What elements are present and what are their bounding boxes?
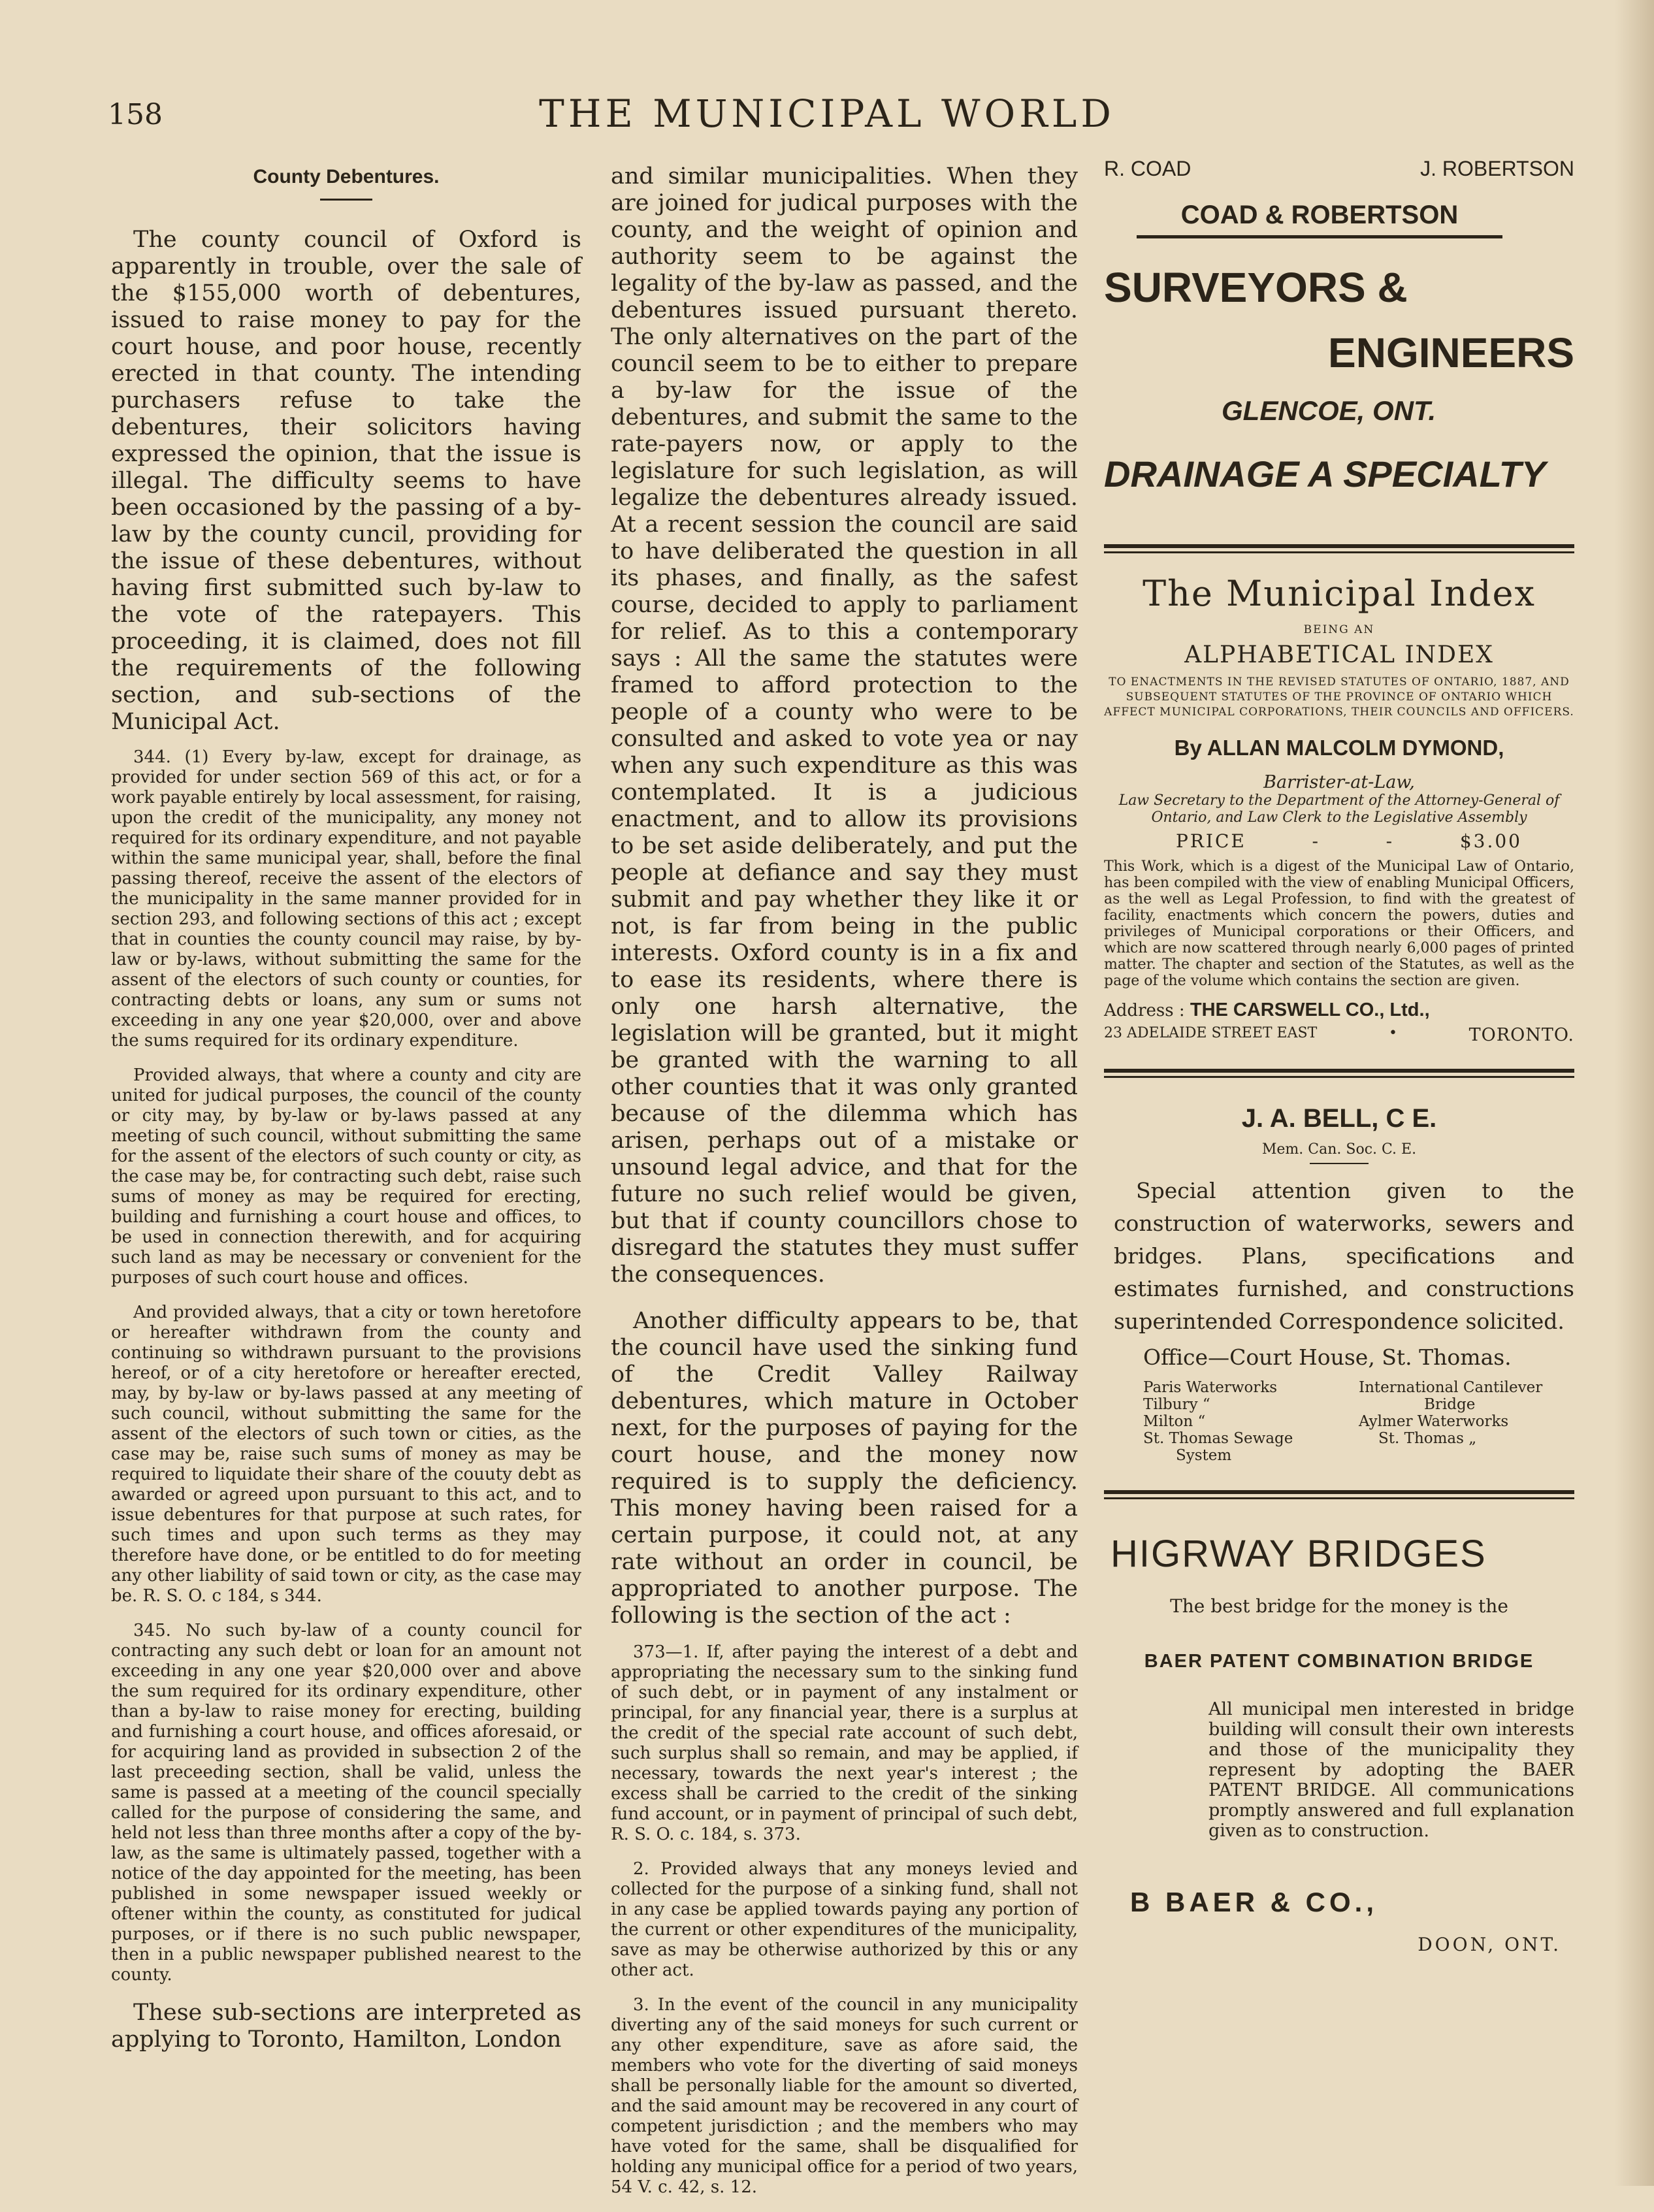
right-column [1104, 157, 1574, 1955]
firm-name: COAD & ROBERTSON [1137, 201, 1502, 238]
project-item: St. Thomas Sewage [1143, 1430, 1293, 1447]
project-item: St. Thomas „ [1378, 1430, 1477, 1447]
price-dash: - [1386, 830, 1395, 852]
project-item: Aylmer Waterworks [1359, 1413, 1509, 1430]
book-author: By ALLAN MALCOLM DYMOND, [1174, 736, 1504, 760]
ad-headline: HIGRWAY BRIDGES [1111, 1533, 1487, 1575]
engineer-office: Office—Court House, St. Thomas. [1143, 1344, 1512, 1370]
bullet: • [1388, 1025, 1397, 1041]
statute-subsection: 2. Provided always that any moneys levied and collected for the purpose of a sinking fund, shall not in any case be applied towards paying any portion of the current or other expenditures of the municipality, save as may be otherwise authorized by this or any other act. [611, 1859, 1078, 1980]
ad-specialty: DRAINAGE A SPECIALTY [1104, 453, 1546, 495]
ad-headline: SURVEYORS & [1104, 264, 1408, 311]
advertisement-coad-robertson [1104, 157, 1574, 495]
project-list-right [1359, 1379, 1574, 1464]
divider [1104, 544, 1574, 553]
article-paragraph: These sub-sections are interpreted as applying to Toronto, Hamilton, London [111, 2000, 581, 2053]
engineer-name: J. A. BELL, C E. [1241, 1104, 1437, 1133]
advertisement-baer [1104, 1532, 1574, 1955]
project-item: Milton “ [1143, 1413, 1206, 1430]
book-description: This Work, which is a digest of the Municipal Law of Ontario, has been compiled with the view of enabling Municipal Officers, as the well as Legal Profession, to find with the greatest of facility, enactments which concern the powers, duties and privileges of Municipal corporations or their Officers, and which are now scattered through nearly 6,000 pages of printed matter. The chapter and section of the Statutes, as well as the page of the volume which contains the section are given. [1104, 858, 1574, 989]
advertisement-bell [1104, 1104, 1574, 1464]
project-item: International Cantilever [1359, 1379, 1543, 1396]
statute-proviso: And provided always, that a city or town heretofore or hereafter withdrawn from the county and continuing so withdrawn pursuant to the provisions hereof, or of a city heretofore or hereafter erected, may, by by-law or by-laws passed at any meeting of such council, without submitting the same for the assent of the electors of such town or cities, as the case may be, raise such sums of money as may be required to liquidate their share of the couuty debt as awarded or agreed upon pursuant to this act, and to issue debentures for that purpose at such rates, for such times and upon such terms as they may therefore have done, or be entitled to do for meeting any other liability of said town or city, as the case may be. R. S. O. c 184, s 344. [111, 1303, 581, 1606]
divider [1104, 1490, 1574, 1499]
book-subtitle: ALPHABETICAL INDEX [1184, 642, 1494, 668]
ad-location: GLENCOE, ONT. [1222, 395, 1436, 426]
project-list [1143, 1379, 1574, 1464]
left-column [111, 163, 581, 2065]
company-location: DOON, ONT. [1418, 1934, 1561, 1955]
ad-headline: ENGINEERS [1328, 329, 1574, 376]
project-item: Bridge [1424, 1396, 1476, 1413]
address-label: Address : [1104, 1001, 1185, 1020]
book-title: The Municipal Index [1143, 573, 1536, 614]
publisher-city: TORONTO. [1468, 1025, 1574, 1045]
article-paragraph: and similar municipalities. When they are joined for judical purposes with the county, and the weight of opinion and authority seem to be against the legality of the by-law as passed, and the debentures issued pursuant thereto. The only alternatives on the part of the council seem to be to either to prepare a by-law for the issue of the debentures, and submit the same to the rate-payers now, or apply to the legislature for such legislation, as will legalize the debentures already issued. At a recent session the council are said to have deliberated the question in all its phases, and finally, as the safest course, decided to apply to parliament for relief. As to this a contemporary says : All the same the statutes were framed to afford protection to the people of a county who were to be consulted and asked to vote yea or nay when any such expenditure as this was contemplated. It is a judicious enactment, and to allow its provisions to be set aside deliberately, and put the people at defiance and say they must submit and pay whether they like it or not, is far from being in the public interests. Oxford county is in a fix and to ease its residents, where there is only one harsh alternative, the legislation will be granted, but it might be granted with the warning to all other counties that it was only granted because of the dilemma which has arisen, perhaps out of a mistake or unsound legal advice, and that for the future no such relief would be given, but that if county councillors chose to disregard the statutes they must suffer the consequences. [611, 163, 1078, 1288]
divider [1104, 1069, 1574, 1078]
author-position: Law Secretary to the Department of the Attorney-General of Ontario, and Law Clerk to the Legislative Assembly [1118, 792, 1560, 826]
article-paragraph: The county council of Oxford is apparently in trouble, over the sale of the $155,000 worth of debentures, issued to raise money to pay for the court house, and poor house, recently erected in that county. The intending purchasers refuse to take the debentures, their solicitors having expressed the opinion, that the issue is illegal. The difficulty seems to have been occasioned by the passing of a by-law by the county cuncil, providing for the issue of these debentures, without having first submitted such by-law to the vote of the ratepayers. This proceeding, it is claimed, does not fill the requirements of the following section, and sub-sections of the Municipal Act. [111, 227, 581, 735]
advertisement-municipal-index [1104, 573, 1574, 1045]
publisher-name: THE CARSWELL CO., Ltd., [1190, 1000, 1430, 1020]
statute-proviso: Provided always, that where a county and city are united for judical purposes, the council of the county or city may, by by-law or by-laws passed at any meeting of such council, without submitting the same for the assent of the electors of such county or city, as the case may be, for contracting such debt, raise such sums of money as may be required for erecting, building and furnishing a court house and offices, to be used in connection therewith, and for acquiring such land as may be necessary or convenient for the purposes of such court house and offices. [111, 1065, 581, 1288]
product-description: All municipal men interested in bridge building will consult their own interests and those of the municipality they represent by adopting the BAER PATENT BRIDGE. All communications promptly answered and full explanation given as to construction. [1208, 1699, 1574, 1841]
page-number: 158 [108, 98, 163, 131]
page-edge-shading [1615, 0, 1654, 2186]
book-scope: TO ENACTMENTS IN THE REVISED STATUTES OF ONTARIO, 1887, AND SUBSEQUENT STATUTES OF THE PROVINCE OF ONTARIO WHICH AFFECT MUNICIPAL CORPORATIONS, THEIR COUNCILS AND OFFICERS. [1104, 675, 1574, 719]
price-row [1104, 830, 1574, 852]
price-dash: - [1312, 830, 1320, 852]
price-label: PRICE [1176, 830, 1246, 852]
project-item: Paris Waterworks [1143, 1379, 1278, 1396]
project-item: Tilbury “ [1143, 1396, 1210, 1413]
partner-names [1104, 157, 1574, 181]
engineer-society: Mem. Can. Soc. C. E. [1261, 1141, 1417, 1158]
project-item: System [1176, 1447, 1232, 1464]
article-paragraph: Another difficulty appears to be, that the council have used the sinking fund of the Credit Valley Railway debentures, which mature in October next, for the purposes of paying for the court house, and the money now required is to supply the deficiency. This money having been raised for a certain purpose, it could not, at any rate without an order in council, be appropriated to another purpose. The following is the section of the act : [611, 1308, 1078, 1629]
statute-subsection: 3. In the event of the council in any municipality diverting any of the said moneys for such current or any other expenditure, save as afore said, the members who vote for the diverting of said moneys shall be personally liable for the amount so diverted, and the said amount may be recovered in any court of competent jurisdiction ; and the members who may have voted for the same, shall be disqualified for holding any municipal office for a period of two years, 54 V. c. 42, s. 12. [611, 1995, 1078, 2197]
engineer-services: Special attention given to the construction of waterworks, sewers and bridges. Plans, specifications and estimates furnished, and constructions superintended Correspondence solicited. [1114, 1178, 1574, 1334]
publisher-street-row [1104, 1025, 1574, 1045]
book-subtitle-lead: BEING AN [1303, 623, 1375, 636]
short-rule [1310, 1163, 1369, 1164]
running-title: THE MUNICIPAL WORLD [539, 91, 1115, 136]
article-heading: County Debentures. [253, 166, 440, 187]
project-list-left [1143, 1379, 1333, 1464]
middle-column [611, 163, 1078, 2212]
partner-name: R. COAD [1104, 157, 1192, 180]
price-value: $3.00 [1459, 830, 1522, 852]
statute-section-373: 373—1. If, after paying the interest of a debt and appropriating the necessary sum to the sinking fund of such debt, or in payment of any instalment or principal, for any financial year, there is a surplus at the credit of the special rate account of such debt, such surplus shall so remain, and may be applied, if necessary, towards the next year's interest ; the excess shall be carried to the credit of the sinking fund account, or in payment of principal of such debt, R. S. O. c. 184, s. 373. [611, 1642, 1078, 1844]
statute-section-344: 344. (1) Every by-law, except for drainage, as provided for under section 569 of this act, or for a work payable entirely by local assessment, for raising, upon the credit of the municipality, any money not required for its ordinary expenditure, and not payable within the same municipal year, shall, before the final passing thereof, receive the assent of the electors of the municipality in the same manner provided for in section 293, and following sections of this act ; except that in counties the county council may raise, by by-law or by-laws, without submitting the same for the assent of the electors of such county or counties, for contracting debts or loans, any sum or sums not exceeding in any one year $20,000, over and above the sums required for its ordinary expenditure. [111, 747, 581, 1050]
publisher-street: 23 ADELAIDE STREET EAST [1104, 1025, 1318, 1041]
ad-tagline: The best bridge for the money is the [1170, 1595, 1508, 1617]
statute-section-345: 345. No such by-law of a county council for contracting any such debt or loan for an amount not exceeding in any one year $20,000 over and above the sum required for its ordinary expenditure, other than a by-law to raise money for erecting, building and furnishing a court house, and offices aforesaid, or for acquiring land as provided in subsection 2 of the last preceeding section, shall be valid, unless the same is passed at a meeting of the council specially called for the purpose of considering the same, and held not less than three months after a copy of the by-law, as the same is ultimately passed, together with a notice of the day appointed for the meeting, has been published in some newspaper issued weekly or oftener within the county, as constituted for judical purposes, or if there is no such public newspaper, then in a public newspaper published nearest to the county. [111, 1621, 581, 1985]
publisher-address [1104, 1000, 1574, 1021]
author-title: Barrister-at-Law, [1263, 772, 1415, 792]
heading-rule [320, 199, 372, 201]
partner-name: J. ROBERTSON [1420, 157, 1574, 180]
company-name: B BAER & CO., [1130, 1887, 1378, 1917]
product-name: BAER PATENT COMBINATION BRIDGE [1144, 1651, 1534, 1672]
